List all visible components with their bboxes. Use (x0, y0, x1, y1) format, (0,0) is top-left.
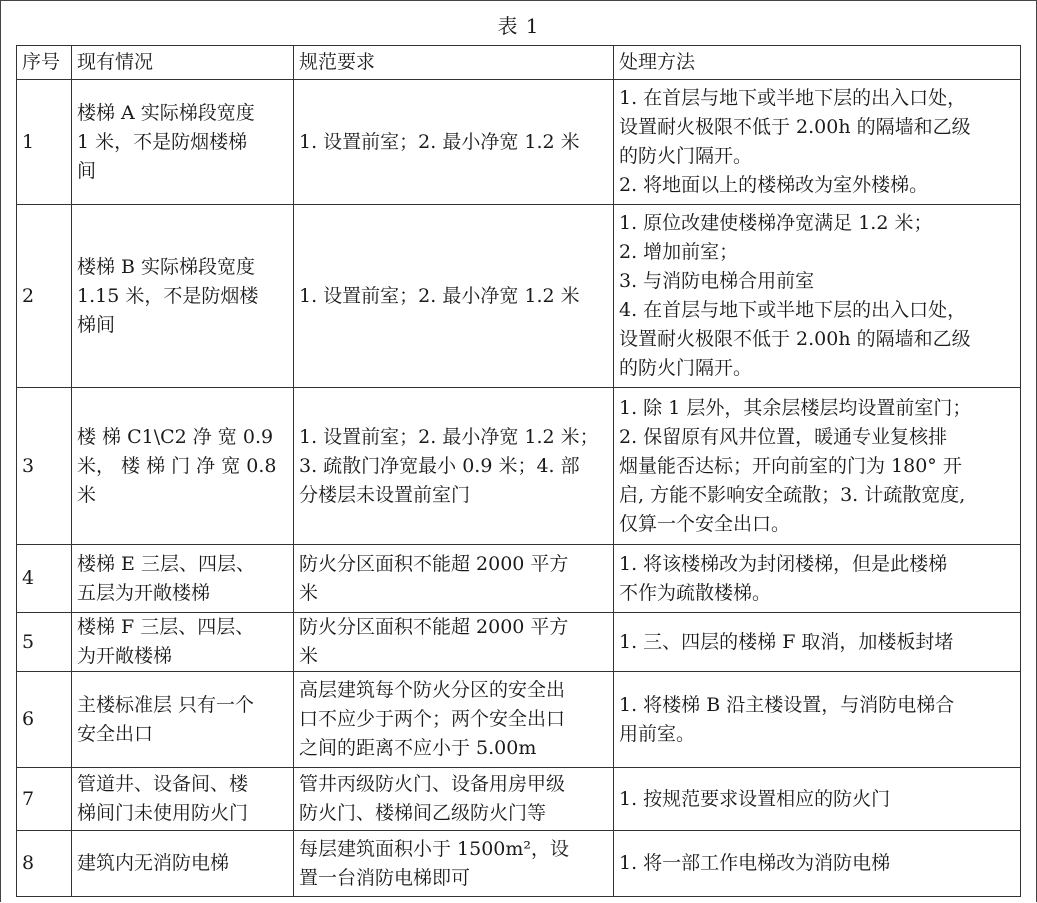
method-line: 2. 将地面以上的楼梯改为室外楼梯。 (619, 174, 929, 196)
cell-method (614, 205, 1021, 388)
situation-line: 梯间门未使用防火门 (77, 802, 249, 824)
situation-line: 楼梯 A 实际梯段宽度 (77, 101, 255, 124)
cell-method (614, 545, 1021, 613)
cell-situation (72, 672, 294, 768)
method-line: 1. 三、四层的楼梯 F 取消，加楼板封堵 (619, 630, 954, 653)
cell-method (614, 80, 1021, 205)
method-line: 烟量能否达标；开向前室的门为 180° 开 (619, 454, 962, 477)
requirement-line: 防火分区面积不能超 2000 平方 (299, 552, 569, 575)
cell-method (614, 613, 1021, 672)
situation-line: 为开敞楼梯 (77, 645, 173, 667)
method-line: 1. 除 1 层外，其余层楼层均设置前室门； (619, 396, 972, 419)
method-line: 用前室。 (619, 722, 696, 745)
method-line: 4. 在首层与地下或半地下层的出入口处， (619, 299, 967, 321)
requirement-line: 米 (299, 581, 319, 604)
row-number: 6 (17, 672, 72, 768)
cell-requirement (294, 545, 614, 613)
requirement-line: 1. 设置前室；2. 最小净宽 1.2 米 (299, 284, 580, 307)
cell-requirement (294, 205, 614, 388)
situation-line: 楼梯 F 三层、四层、 (77, 616, 255, 638)
cell-situation (72, 768, 294, 831)
header-no: 序号 (17, 46, 72, 80)
cell-method (614, 672, 1021, 768)
cell-requirement (294, 80, 614, 205)
requirement-line: 3. 疏散门净宽最小 0.9 米；4. 部 (299, 454, 580, 477)
situation-line: 管道井、设备间、楼 (77, 773, 249, 795)
requirement-line: 置一台消防电梯即可 (299, 866, 471, 889)
table-header-row (17, 46, 1021, 80)
situation-line: 建筑内无消防电梯 (77, 852, 230, 874)
row-number: 2 (17, 205, 72, 388)
requirement-line: 高层建筑每个防火分区的安全出 (299, 679, 566, 701)
cell-requirement (294, 613, 614, 672)
row-number: 7 (17, 768, 72, 831)
method-line: 3. 与消防电梯合用前室 (619, 270, 815, 292)
method-line: 的防火门隔开。 (619, 145, 753, 167)
requirement-line: 1. 设置前室；2. 最小净宽 1.2 米 (299, 130, 580, 153)
method-line: 设置耐火极限不低于 2.00h 的隔墙和乙级 (619, 328, 971, 350)
situation-line: 间 (77, 159, 97, 182)
cell-situation (72, 388, 294, 545)
method-line: 1. 在首层与地下或半地下层的出入口处， (619, 87, 967, 109)
cell-situation (72, 613, 294, 672)
table-row (17, 768, 1021, 831)
row-number: 8 (17, 831, 72, 897)
row-number: 5 (17, 613, 72, 672)
situation-line: 五层为开敞楼梯 (77, 581, 211, 604)
method-line: 设置耐火极限不低于 2.00h 的隔墙和乙级 (619, 116, 971, 138)
table-caption: 表 1 (497, 14, 540, 38)
cell-requirement (294, 831, 614, 897)
situation-line: 1 米，不是防烟楼梯 (77, 130, 248, 153)
method-line: 2. 增加前室； (619, 241, 739, 263)
situation-line: 米， 楼 梯 门 净 宽 0.8 (77, 454, 277, 477)
method-line: 启, 方能不影响安全疏散；3. 计疏散宽度, (619, 483, 966, 506)
requirement-line: 防火分区面积不能超 2000 平方 (299, 616, 569, 638)
situation-line: 安全出口 (77, 722, 154, 745)
requirement-line: 口不应少于两个；两个安全出口 (299, 708, 566, 730)
table-row (17, 80, 1021, 205)
row-number: 1 (17, 80, 72, 205)
situation-line: 楼梯 E 三层、四层、 (77, 552, 255, 575)
requirement-line: 米 (299, 645, 319, 667)
cell-situation (72, 205, 294, 388)
situation-line: 1.15 米，不是防烟楼 (77, 284, 259, 307)
method-line: 1. 原位改建使楼梯净宽满足 1.2 米； (619, 212, 933, 234)
situation-line: 楼梯 B 实际梯段宽度 (77, 255, 256, 278)
method-line: 仅算一个安全出口。 (619, 512, 791, 535)
requirements-table (16, 45, 1021, 897)
method-line: 的防火门隔开。 (619, 357, 753, 379)
table-row (17, 613, 1021, 672)
method-line: 1. 将一部工作电梯改为消防电梯 (619, 852, 891, 874)
situation-line: 米 (77, 483, 97, 506)
table-row (17, 545, 1021, 613)
table-row (17, 205, 1021, 388)
header-situation: 现有情况 (72, 46, 294, 80)
cell-requirement (294, 672, 614, 768)
situation-line: 主楼标准层 只有一个 (77, 693, 255, 716)
method-line: 1. 将楼梯 B 沿主楼设置，与消防电梯合 (619, 693, 955, 716)
row-number: 3 (17, 388, 72, 545)
requirement-line: 防火门、楼梯间乙级防火门等 (299, 802, 547, 824)
method-line: 不作为疏散楼梯。 (619, 581, 772, 604)
requirement-line: 分楼层未设置前室门 (299, 483, 471, 506)
table-row (17, 672, 1021, 768)
method-line: 1. 将该楼梯改为封闭楼梯，但是此楼梯 (619, 552, 948, 575)
header-method: 处理方法 (614, 46, 1021, 80)
requirement-line: 管井丙级防火门、设备用房甲级 (299, 773, 566, 795)
table-row (17, 388, 1021, 545)
requirement-line: 1. 设置前室；2. 最小净宽 1.2 米； (299, 425, 599, 448)
row-number: 4 (17, 545, 72, 613)
table-row (17, 831, 1021, 897)
method-line: 2. 保留原有风井位置，暖通专业复核排 (619, 425, 948, 448)
cell-method (614, 831, 1021, 897)
header-requirement: 规范要求 (294, 46, 614, 80)
situation-line: 楼 梯 C1\C2 净 宽 0.9 (77, 425, 274, 448)
situation-line: 梯间 (77, 313, 116, 336)
method-line: 1. 按规范要求设置相应的防火门 (619, 787, 891, 810)
cell-requirement (294, 768, 614, 831)
requirement-line: 每层建筑面积小于 1500m²，设 (299, 837, 570, 860)
cell-method (614, 388, 1021, 545)
cell-situation (72, 545, 294, 613)
cell-method (614, 768, 1021, 831)
cell-situation (72, 80, 294, 205)
cell-requirement (294, 388, 614, 545)
requirement-line: 之间的距离不应小于 5.00m (299, 737, 537, 759)
cell-situation (72, 831, 294, 897)
